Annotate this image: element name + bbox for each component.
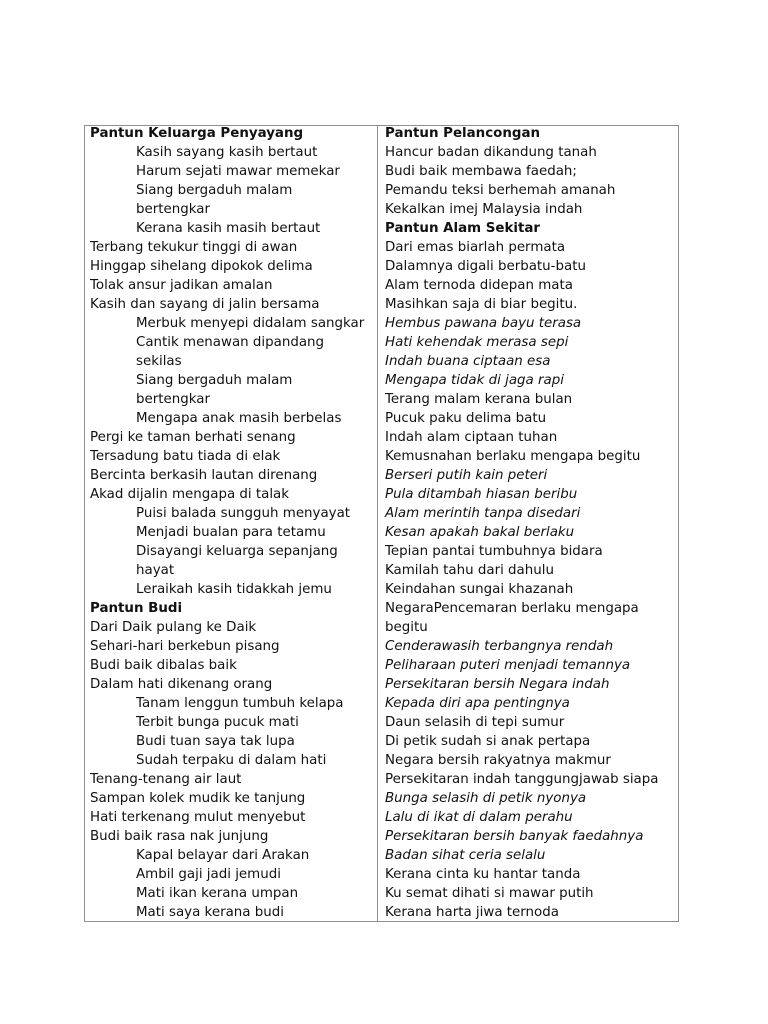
poem-line: Tersadung batu tiada di elak bbox=[90, 449, 281, 464]
poem-line: Dari emas biarlah permata bbox=[385, 240, 566, 255]
poem-line: Persekitaran bersih Negara indah bbox=[385, 677, 610, 692]
poem-line: Tenang-tenang air laut bbox=[90, 772, 242, 787]
poem-line: Hati kehendak merasa sepi bbox=[385, 335, 569, 350]
poem-line: Pucuk paku delima batu bbox=[385, 411, 547, 426]
poem-line: Alam merintih tanpa disedari bbox=[385, 506, 581, 521]
poem-line: Bunga selasih di petik nyonya bbox=[385, 791, 587, 806]
poem-line: Siang bergaduh malam bbox=[136, 373, 293, 388]
poem-line: Indah alam ciptaan tuhan bbox=[385, 430, 558, 445]
poem-line: Kapal belayar dari Arakan bbox=[136, 848, 310, 863]
poem-line: Sudah terpaku di dalam hati bbox=[136, 753, 327, 768]
poem-line: Indah buana ciptaan esa bbox=[385, 354, 551, 369]
poem-line: Kasih dan sayang di jalin bersama bbox=[90, 297, 320, 312]
poem-line: Kasih sayang kasih bertaut bbox=[136, 145, 318, 160]
poem-line: Menjadi bualan para tetamu bbox=[136, 525, 326, 540]
poem-line: Kepada diri apa pentingnya bbox=[385, 696, 570, 711]
poem-line: Masihkan saja di biar begitu. bbox=[385, 297, 578, 312]
section-heading: Pantun Alam Sekitar bbox=[385, 221, 541, 236]
poem-line: Negara bersih rakyatnya makmur bbox=[385, 753, 611, 768]
section-heading: Pantun Budi bbox=[90, 601, 183, 616]
poem-line: Keindahan sungai khazanah bbox=[385, 582, 574, 597]
poem-line: Persekitaran bersih banyak faedahnya bbox=[385, 829, 644, 844]
poem-line: Mati ikan kerana umpan bbox=[136, 886, 299, 901]
poem-line: Cenderawasih terbangnya rendah bbox=[385, 639, 614, 654]
poem-line: Hancur badan dikandung tanah bbox=[385, 145, 597, 160]
poem-line: Ku semat dihati si mawar putih bbox=[385, 886, 594, 901]
column-divider bbox=[377, 125, 378, 922]
poem-line: Pula ditambah hiasan beribu bbox=[385, 487, 578, 502]
poem-line: Harum sejati mawar memekar bbox=[136, 164, 340, 179]
poem-line: Persekitaran indah tanggungjawab siapa bbox=[385, 772, 659, 787]
poem-line: Dari Daik pulang ke Daik bbox=[90, 620, 257, 635]
poem-line: Sehari-hari berkebun pisang bbox=[90, 639, 280, 654]
poem-line: Dalamnya digali berbatu-batu bbox=[385, 259, 586, 274]
poem-line: Merbuk menyepi didalam sangkar bbox=[136, 316, 365, 331]
poem-line: Ambil gaji jadi jemudi bbox=[136, 867, 281, 882]
poem-line: Mengapa anak masih berbelas bbox=[136, 411, 342, 426]
poem-line: Kamilah tahu dari dahulu bbox=[385, 563, 554, 578]
poem-line: Kerana harta jiwa ternoda bbox=[385, 905, 559, 920]
poem-line: Mengapa tidak di jaga rapi bbox=[385, 373, 564, 388]
poem-line: sekilas bbox=[136, 354, 182, 369]
poem-line: Berseri putih kain peteri bbox=[385, 468, 548, 483]
poem-line: Budi tuan saya tak lupa bbox=[136, 734, 295, 749]
poem-line: Pemandu teksi berhemah amanah bbox=[385, 183, 616, 198]
left-column bbox=[90, 124, 374, 922]
poem-line: Tolak ansur jadikan amalan bbox=[90, 278, 273, 293]
poem-line: bertengkar bbox=[136, 392, 210, 407]
poem-line: Bercinta berkasih lautan direnang bbox=[90, 468, 318, 483]
poem-line: Alam ternoda didepan mata bbox=[385, 278, 573, 293]
section-heading: Pantun Keluarga Penyayang bbox=[90, 126, 304, 141]
poem-line: Puisi balada sungguh menyayat bbox=[136, 506, 351, 521]
poem-line: Terbit bunga pucuk mati bbox=[136, 715, 299, 730]
poem-line: begitu bbox=[385, 620, 428, 635]
poem-line: Siang bergaduh malam bbox=[136, 183, 293, 198]
poem-line: Lalu di ikat di dalam perahu bbox=[385, 810, 573, 825]
poem-line: Budi baik dibalas baik bbox=[90, 658, 237, 673]
poem-line: Budi baik rasa nak junjung bbox=[90, 829, 269, 844]
poem-line: Mati saya kerana budi bbox=[136, 905, 284, 920]
poem-line: Hinggap sihelang dipokok delima bbox=[90, 259, 313, 274]
poem-line: Tanam lenggun tumbuh kelapa bbox=[136, 696, 344, 711]
poem-line: Tepian pantai tumbuhnya bidara bbox=[385, 544, 603, 559]
poem-line: Peliharaan puteri menjadi temannya bbox=[385, 658, 631, 673]
poem-line: Terang malam kerana bulan bbox=[385, 392, 573, 407]
poem-line: Terbang tekukur tinggi di awan bbox=[90, 240, 298, 255]
poem-line: Kekalkan imej Malaysia indah bbox=[385, 202, 583, 217]
poem-line: Pergi ke taman berhati senang bbox=[90, 430, 296, 445]
poem-line: NegaraPencemaran berlaku mengapa bbox=[385, 601, 639, 616]
poem-line: Kerana cinta ku hantar tanda bbox=[385, 867, 581, 882]
poem-line: Akad dijalin mengapa di talak bbox=[90, 487, 290, 502]
poem-line: Kerana kasih masih bertaut bbox=[136, 221, 321, 236]
poem-line: Budi baik membawa faedah; bbox=[385, 164, 577, 179]
poem-line: Kesan apakah bakal berlaku bbox=[385, 525, 575, 540]
poem-line: Kemusnahan berlaku mengapa begitu bbox=[385, 449, 641, 464]
poem-line: bertengkar bbox=[136, 202, 210, 217]
poem-line: Cantik menawan dipandang bbox=[136, 335, 325, 350]
poem-line: Hati terkenang mulut menyebut bbox=[90, 810, 306, 825]
poem-line: Sampan kolek mudik ke tanjung bbox=[90, 791, 306, 806]
right-column bbox=[385, 124, 675, 922]
poem-line: Hembus pawana bayu terasa bbox=[385, 316, 582, 331]
poem-line: Badan sihat ceria selalu bbox=[385, 848, 546, 863]
poem-line: Daun selasih di tepi sumur bbox=[385, 715, 565, 730]
poem-line: Disayangi keluarga sepanjang bbox=[136, 544, 338, 559]
poem-line: Leraikah kasih tidakkah jemu bbox=[136, 582, 332, 597]
poem-line: Di petik sudah si anak pertapa bbox=[385, 734, 591, 749]
poem-line: hayat bbox=[136, 563, 175, 578]
poem-line: Dalam hati dikenang orang bbox=[90, 677, 273, 692]
section-heading: Pantun Pelancongan bbox=[385, 126, 541, 141]
